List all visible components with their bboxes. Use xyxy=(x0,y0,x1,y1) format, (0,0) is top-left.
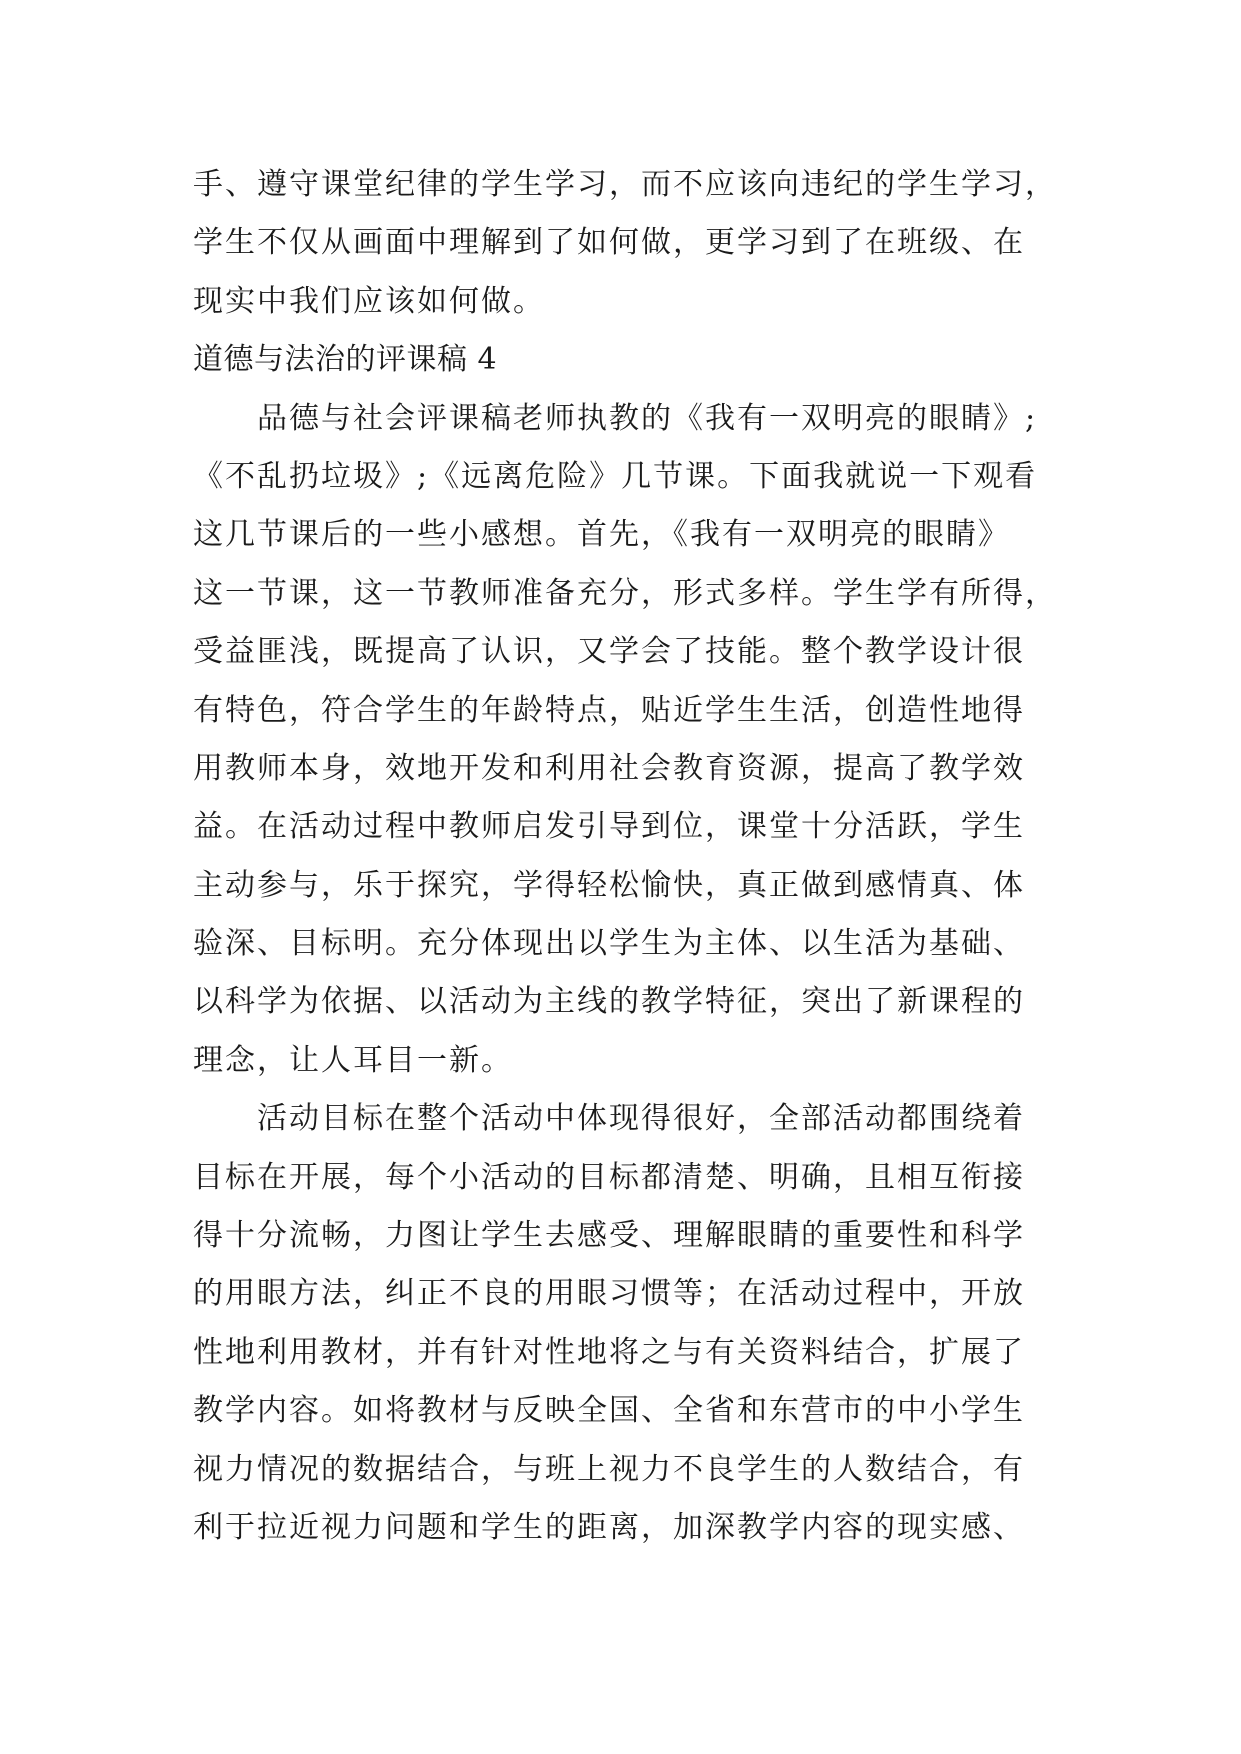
document-body xyxy=(193,156,1093,1557)
text-line: 现实中我们应该如何做。 xyxy=(193,283,545,319)
text-line: 《不乱扔垃圾》;《远离危险》几节课。下面我就说一下观看 xyxy=(193,458,1038,494)
paragraph-first-line: 活动目标在整个活动中体现得很好，全部活动都围绕着 xyxy=(257,1101,1025,1137)
text-line: 受益匪浅，既提高了认识，又学会了技能。整个教学设计很 xyxy=(193,634,1025,670)
text-line: 主动参与，乐于探究，学得轻松愉快，真正做到感情真、体 xyxy=(193,867,1025,903)
paragraph-first-line: 品德与社会评课稿老师执教的《我有一双明亮的眼睛》; xyxy=(257,400,1038,436)
text-line: 的用眼方法，纠正不良的用眼习惯等；在活动过程中，开放 xyxy=(193,1276,1025,1312)
text-line: 益。在活动过程中教师启发引导到位，课堂十分活跃，学生 xyxy=(193,809,1025,845)
text-line: 有特色，符合学生的年龄特点，贴近学生生活，创造性地得 xyxy=(193,692,1025,728)
text-line: 验深、目标明。充分体现出以学生为主体、以生活为基础、 xyxy=(193,926,1025,962)
text-line: 理念，让人耳目一新。 xyxy=(193,1042,513,1078)
text-line: 视力情况的数据结合，与班上视力不良学生的人数结合，有 xyxy=(193,1451,1025,1487)
text-line: 利于拉近视力问题和学生的距离，加深教学内容的现实感、 xyxy=(193,1509,1025,1545)
text-line: 用教师本身，效地开发和利用社会教育资源，提高了教学效 xyxy=(193,750,1025,786)
text-line: 学生不仅从画面中理解到了如何做，更学习到了在班级、在 xyxy=(193,225,1025,261)
text-line: 以科学为依据、以活动为主线的教学特征，突出了新课程的 xyxy=(193,984,1025,1020)
text-line: 这几节课后的一些小感想。首先，《我有一双明亮的眼睛》 xyxy=(193,517,1010,553)
text-line: 这一节课，这一节教师准备充分，形式多样。学生学有所得， xyxy=(193,575,1057,611)
text-line: 性地利用教材，并有针对性地将之与有关资料结合，扩展了 xyxy=(193,1334,1025,1370)
section-title: 道德与法治的评课稿 4 xyxy=(193,342,498,378)
text-line: 目标在开展，每个小活动的目标都清楚、明确，且相互衔接 xyxy=(193,1159,1025,1195)
text-line: 手、遵守课堂纪律的学生学习，而不应该向违纪的学生学习， xyxy=(193,167,1057,202)
text-line: 教学内容。如将教材与反映全国、全省和东营市的中小学生 xyxy=(193,1393,1025,1429)
text-line: 得十分流畅，力图让学生去感受、理解眼睛的重要性和科学 xyxy=(193,1218,1025,1254)
